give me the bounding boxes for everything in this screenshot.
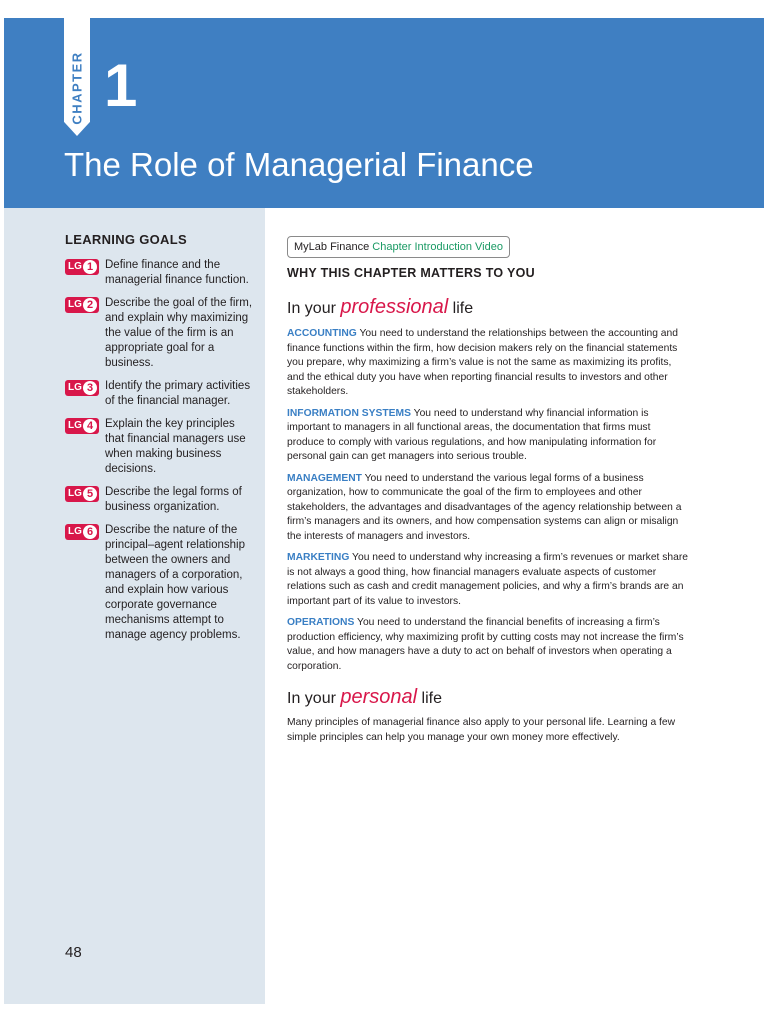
learning-goal-item	[65, 417, 253, 477]
learning-goal-item	[65, 258, 253, 288]
learning-goals-heading: LEARNING GOALS	[65, 232, 187, 247]
learning-goal-item	[65, 485, 253, 515]
why-chapter-matters-heading: WHY THIS CHAPTER MATTERS TO YOU	[287, 266, 535, 280]
lg-badge-icon: LG 1	[65, 259, 99, 275]
learning-goal-item	[65, 379, 253, 409]
mylab-video-link[interactable]	[287, 236, 510, 258]
professional-life-heading: In your professional life	[287, 296, 474, 318]
page-number: 48	[65, 944, 82, 961]
lg-badge-icon: LG 4	[65, 418, 99, 434]
paragraph-information-systems: INFORMATION SYSTEMS You need to understand why financial information is important to managers in all functional areas, the documentation that firms must produce to comply with various regulations, and how manipulating information for personal gain can get managers into serious trouble.	[287, 407, 657, 462]
paragraph-accounting: ACCOUNTING You need to understand the relationships between the accounting and finance functions within the firm, how decision makers rely on the financial statements you prepare, why maximizing a firm’s value is not the same as maximizing its profits, and the ethical duty you have when reporting financial results to investors and other stakeholders.	[287, 328, 678, 397]
professional-accent: professional	[340, 296, 449, 318]
paragraph-management: MANAGEMENT You need to understand the various legal forms of a business organization, how to communicate the goal of the firm to employees and other stakeholders, the advantages and disadvantages of the agency relationship between a firm’s managers and its owners, and how compensation systems can align or misalign the interests of managers and investors.	[287, 472, 682, 542]
lg-badge-icon: LG 6	[65, 524, 99, 540]
learning-goal-text: Define finance and the managerial finance function.	[105, 259, 249, 286]
chapter-intro-video-link[interactable]: Chapter Introduction Video	[372, 241, 503, 253]
paragraph-operations: OPERATIONS You need to understand the financial benefits of increasing a firm’s production efficiency, why maximizing profit by cutting costs may not increase the firm’s value, and how managers have a duty to act on behalf of investors when operating a corporation.	[287, 617, 684, 672]
lg-badge-icon: LG 2	[65, 297, 99, 313]
professional-paragraphs	[287, 327, 689, 681]
personal-life-heading: In your personal life	[287, 686, 442, 708]
learning-goal-text: Identify the primary activities of the financial manager.	[105, 380, 251, 407]
learning-goal-text: Explain the key principles that financial managers use when making business decisions.	[105, 418, 246, 475]
lg-badge-icon: LG 5	[65, 486, 99, 502]
personal-accent: personal	[340, 686, 418, 708]
chapter-label: CHAPTER	[69, 51, 85, 125]
mylab-brand: MyLab Finance	[294, 241, 370, 253]
paragraph-marketing: MARKETING You need to understand why increasing a firm’s revenues or market share is not always a good thing, how financial managers evaluate aspects of customer relations such as cash and credit management policies, and why a firm’s brands are an important part of its value to investors.	[287, 552, 689, 607]
learning-goal-text: Describe the legal forms of business organization.	[105, 486, 242, 513]
learning-goal-item	[65, 523, 253, 643]
chapter-title: The Role of Managerial Finance	[64, 146, 534, 183]
learning-goal-text: Describe the nature of the principal–agent relationship between the owners and managers of a corporation, and explain how various corporate governance mechanisms attempt to manage agency problems.	[105, 524, 246, 641]
paragraph-personal: Many principles of managerial finance also apply to your personal life. Learning a few simple principles can help you manage your own money more effectively.	[287, 717, 676, 743]
learning-goal-text: Describe the goal of the firm, and explain why maximizing the value of the firm is an appropriate goal for a business.	[105, 297, 253, 369]
learning-goal-item	[65, 296, 253, 371]
learning-goals-list	[65, 258, 253, 651]
personal-paragraph-block	[287, 716, 689, 752]
lg-badge-icon: LG 3	[65, 380, 99, 396]
chapter-number: 1	[104, 52, 138, 119]
